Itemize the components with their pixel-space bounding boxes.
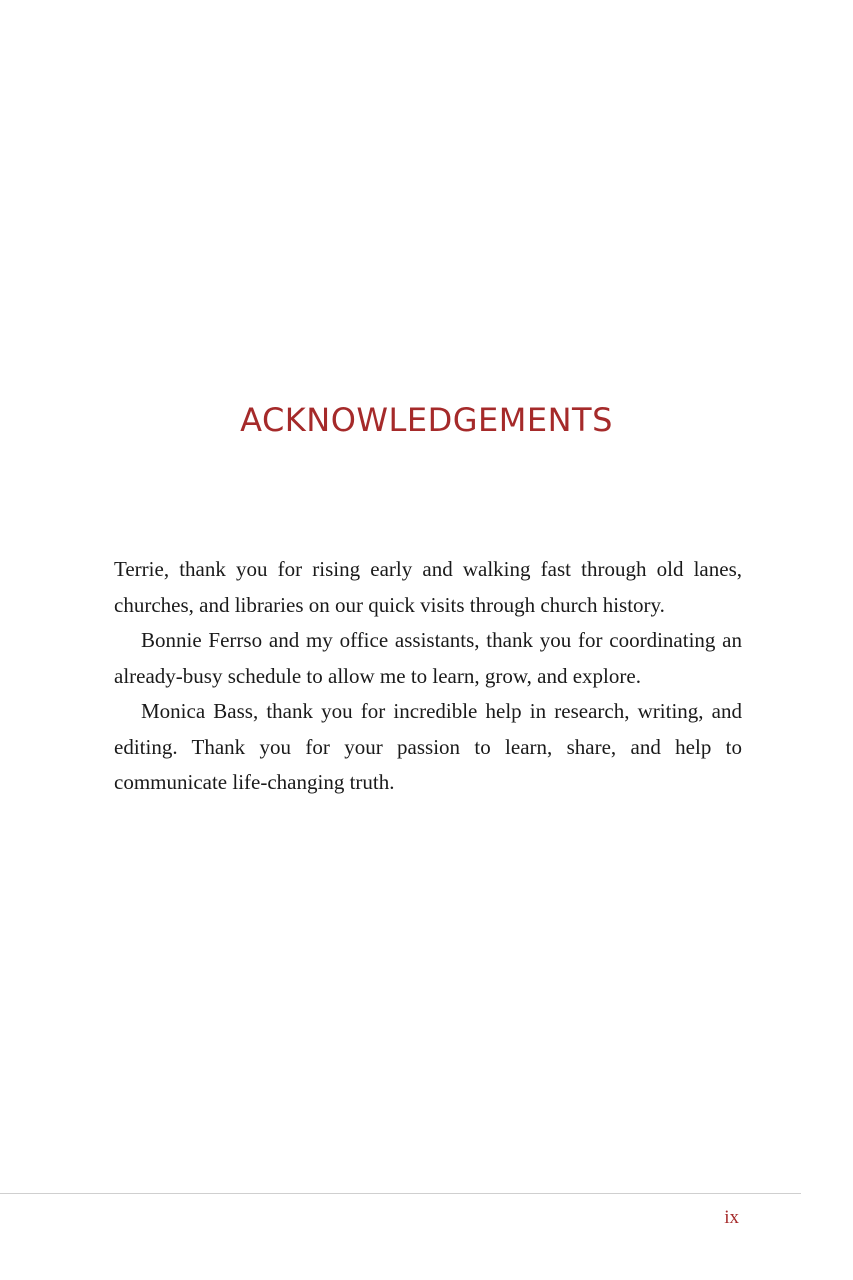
paragraph-bonnie: Bonnie Ferrso and my office assistants, thank you for coordinating an already-busy schedule to allow me to learn, grow, and explore. [114, 628, 742, 688]
footer-divider [0, 1193, 801, 1194]
paragraph-terrie: Terrie, thank you for rising early and walking fast through old lanes, churches, and libraries on our quick visits through church history. [114, 557, 742, 617]
page-title: ACKNOWLEDGEMENTS [240, 401, 613, 439]
paragraph-monica: Monica Bass, thank you for incredible help in research, writing, and editing. Thank you for your passion to learn, share, and help to communicate life-changing truth. [114, 699, 742, 794]
acknowledgements-body [114, 552, 742, 801]
page-number: ix [724, 1207, 739, 1228]
